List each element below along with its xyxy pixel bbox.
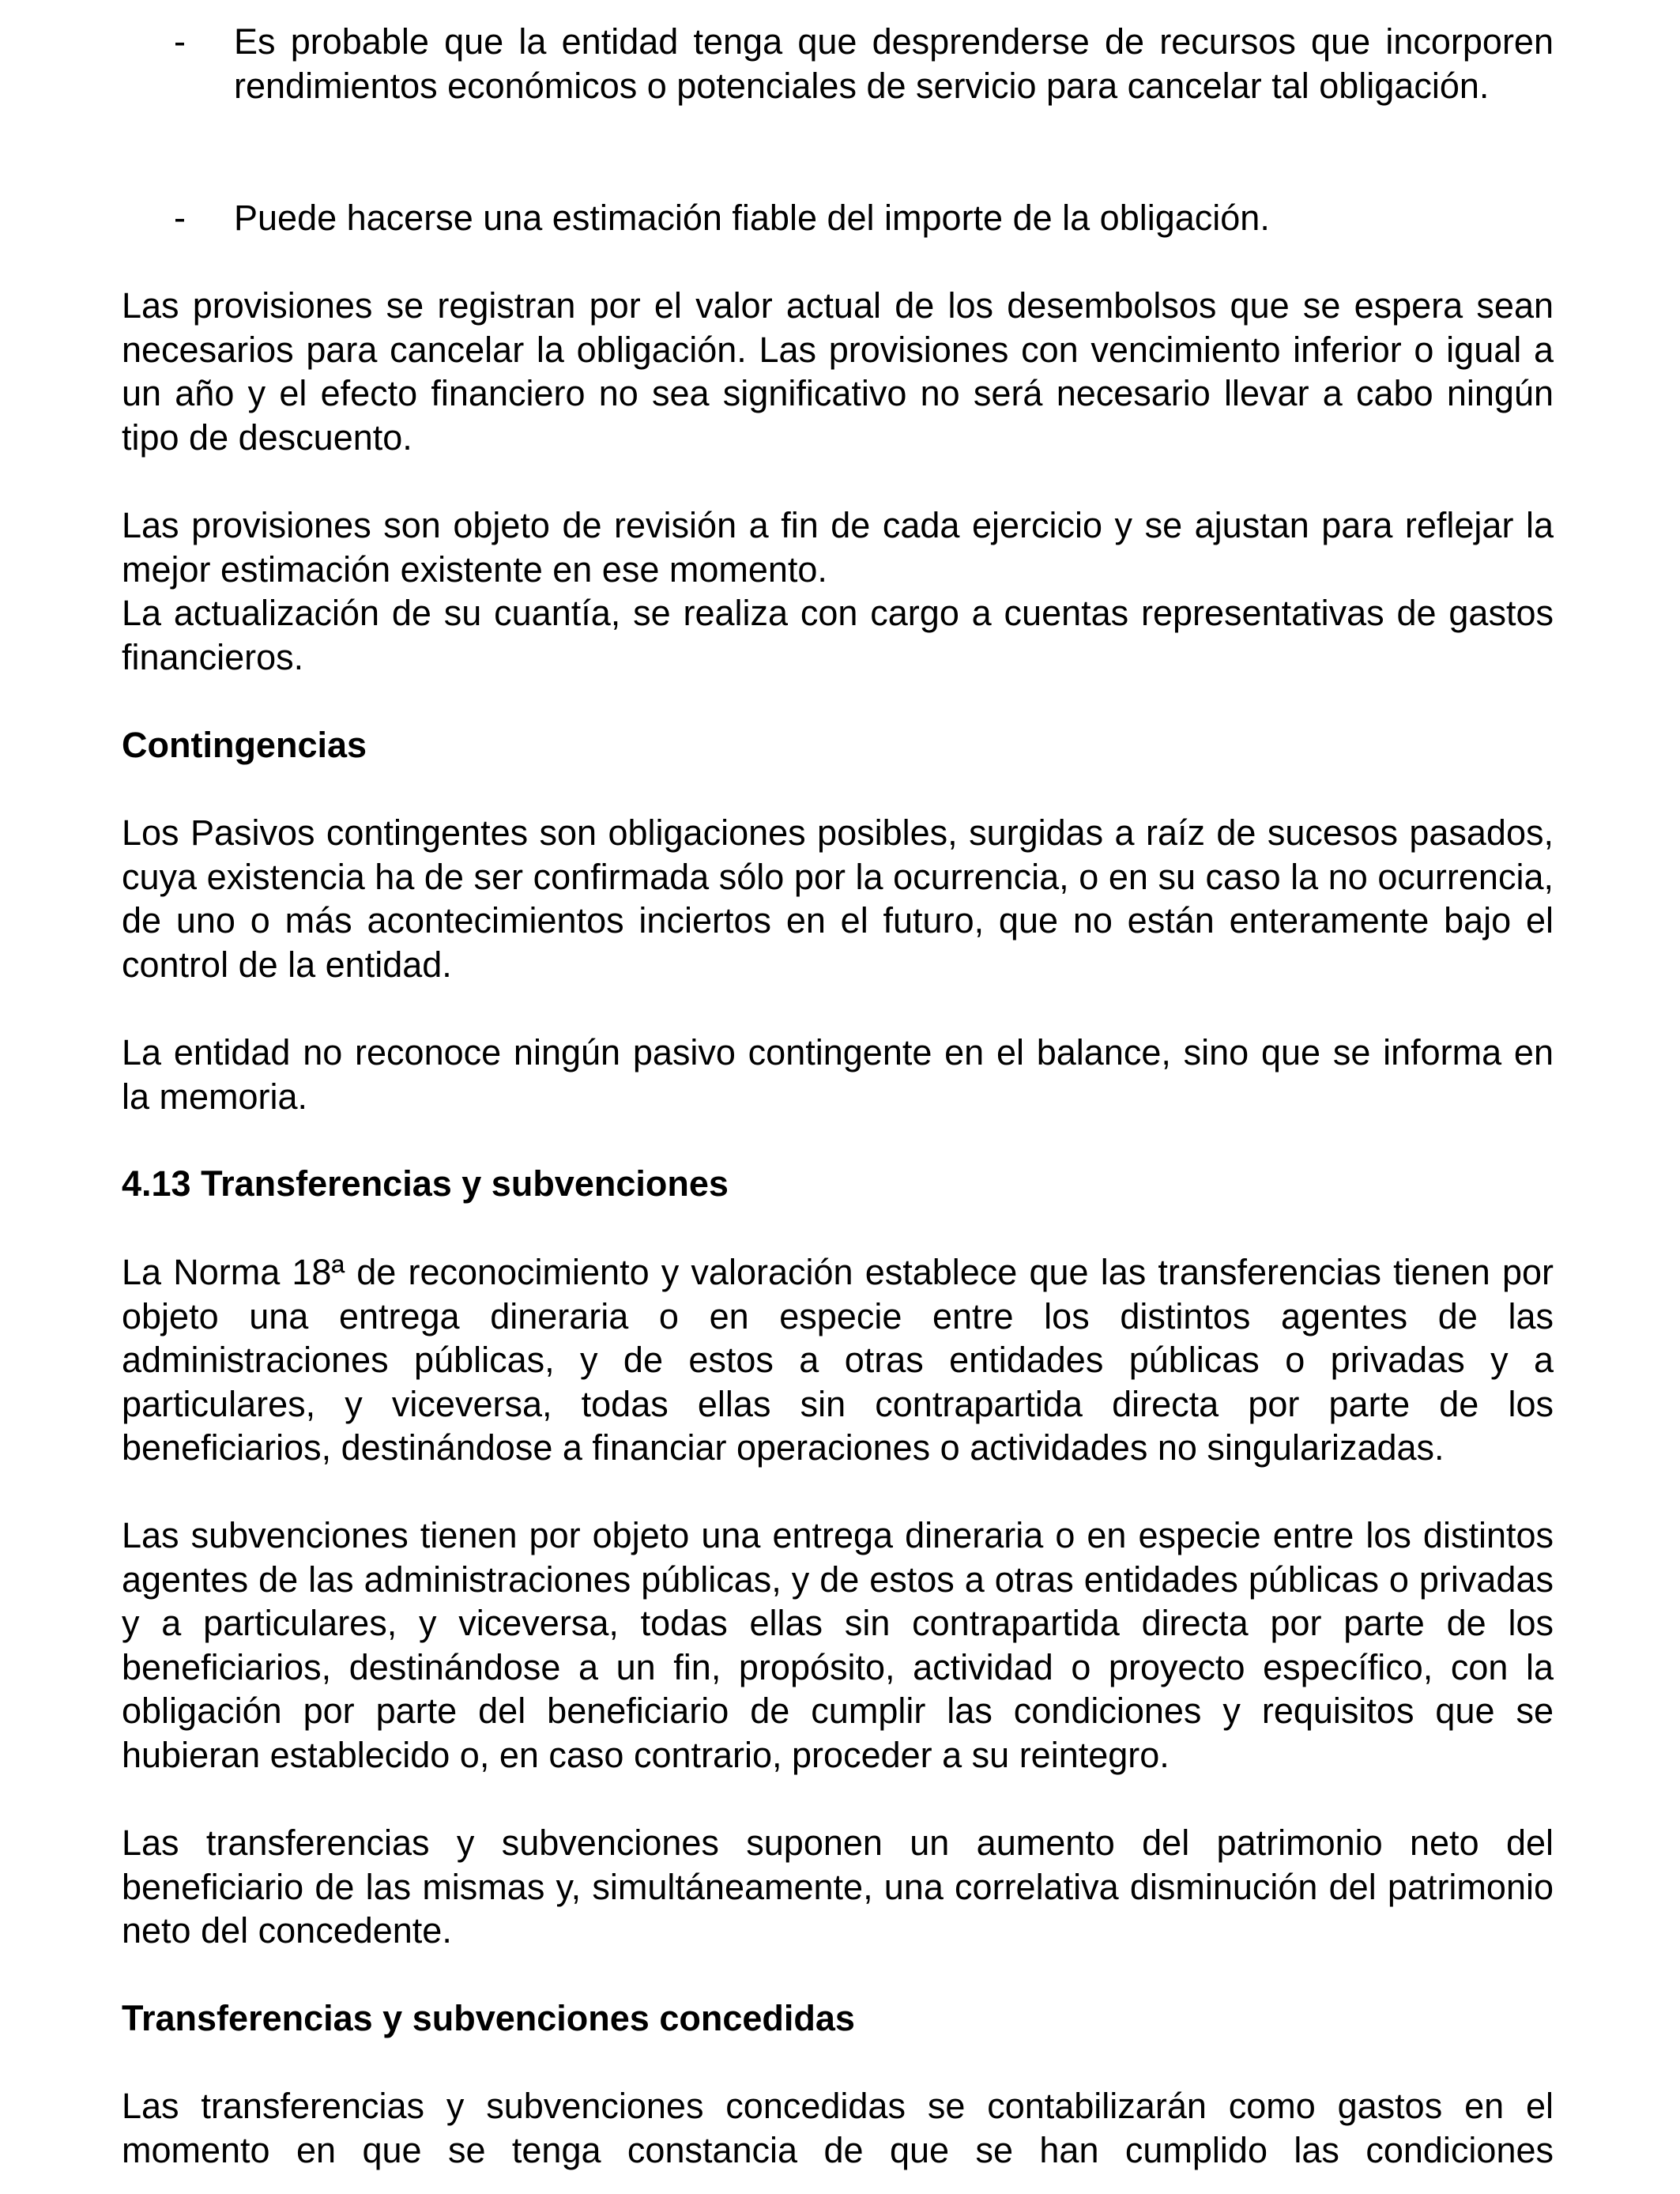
paragraph-concedidas-gastos: Las transferencias y subvenciones concedidas se contabilizarán como gastos en el momento en que se tenga constancia de que se han cumplido las condiciones — [122, 2086, 1554, 2170]
paragraph-no-reconoce: La entidad no reconoce ningún pasivo contingente en el balance, sino que se informa en la memoria. — [122, 1032, 1554, 1117]
paragraph-provisiones-revision: Las provisiones son objeto de revisión a fin de cada ejercicio y se ajustan para reflejar la mejor estimación existente en ese momento. — [122, 505, 1554, 590]
bullet-marker: - — [174, 198, 186, 238]
bullet-text: Es probable que la entidad tenga que desprenderse de recursos que incorporen rendimientos económicos o potenciales de servicio para cancelar tal obligación. — [234, 21, 1554, 106]
bullet-text: Puede hacerse una estimación fiable del importe de la obligación. — [234, 198, 1270, 238]
paragraph-norma-18: La Norma 18ª de reconocimiento y valoración establece que las transferencias tienen por objeto una entrega dineraria o en especie entre los distintos agentes de las administraciones públicas, y de estos a otras entidades públicas o privadas y a particulares, y viceversa, todas ellas sin contrapartida directa por parte de los beneficiarios, destinándose a financiar operaciones o actividades no singularizadas. — [122, 1252, 1554, 1468]
bullet-item-reliable-estimate — [174, 196, 1554, 240]
heading-contingencias: Contingencias — [122, 725, 367, 765]
heading-transferencias-concedidas: Transferencias y subvenciones concedidas — [122, 1998, 855, 2038]
paragraph-aumento-patrimonio: Las transferencias y subvenciones suponen un aumento del patrimonio neto del beneficiario de las mismas y, simultáneamente, una correlativa disminución del patrimonio neto del concedente. — [122, 1823, 1554, 1951]
paragraph-actualizacion-cuantia: La actualización de su cuantía, se realiza con cargo a cuentas representativas de gastos financieros. — [122, 593, 1554, 677]
bullet-item-probable-outflow — [174, 20, 1554, 107]
heading-transferencias-subvenciones: 4.13 Transferencias y subvenciones — [122, 1163, 729, 1204]
paragraph-subvenciones-objeto: Las subvenciones tienen por objeto una entrega dineraria o en especie entre los distintos agentes de las administraciones públicas, y de estos a otras entidades públicas o privadas y a particulares, y viceversa, todas ellas sin contrapartida directa por parte de los beneficiarios, destinándose a un fin, propósito, actividad o proyecto específico, con la obligación por parte del beneficiario de cumplir las condiciones y requisitos que se hubieran establecido o, en caso contrario, proceder a su reintegro. — [122, 1515, 1554, 1775]
bullet-marker: - — [174, 21, 186, 62]
paragraph-pasivos-contingentes: Los Pasivos contingentes son obligaciones posibles, surgidas a raíz de sucesos pasados, cuya existencia ha de ser confirmada sólo por la ocurrencia, o en su caso la no ocurrencia, de uno o más acontecimientos inciertos en el futuro, que no están enteramente bajo el control de la entidad. — [122, 812, 1554, 985]
paragraph-provisiones-valor: Las provisiones se registran por el valor actual de los desembolsos que se espera sean necesarios para cancelar la obligación. Las provisiones con vencimiento inferior o igual a un año y el efecto financiero no sea significativo no será necesario llevar a cabo ningún tipo de descuento. — [122, 285, 1554, 458]
